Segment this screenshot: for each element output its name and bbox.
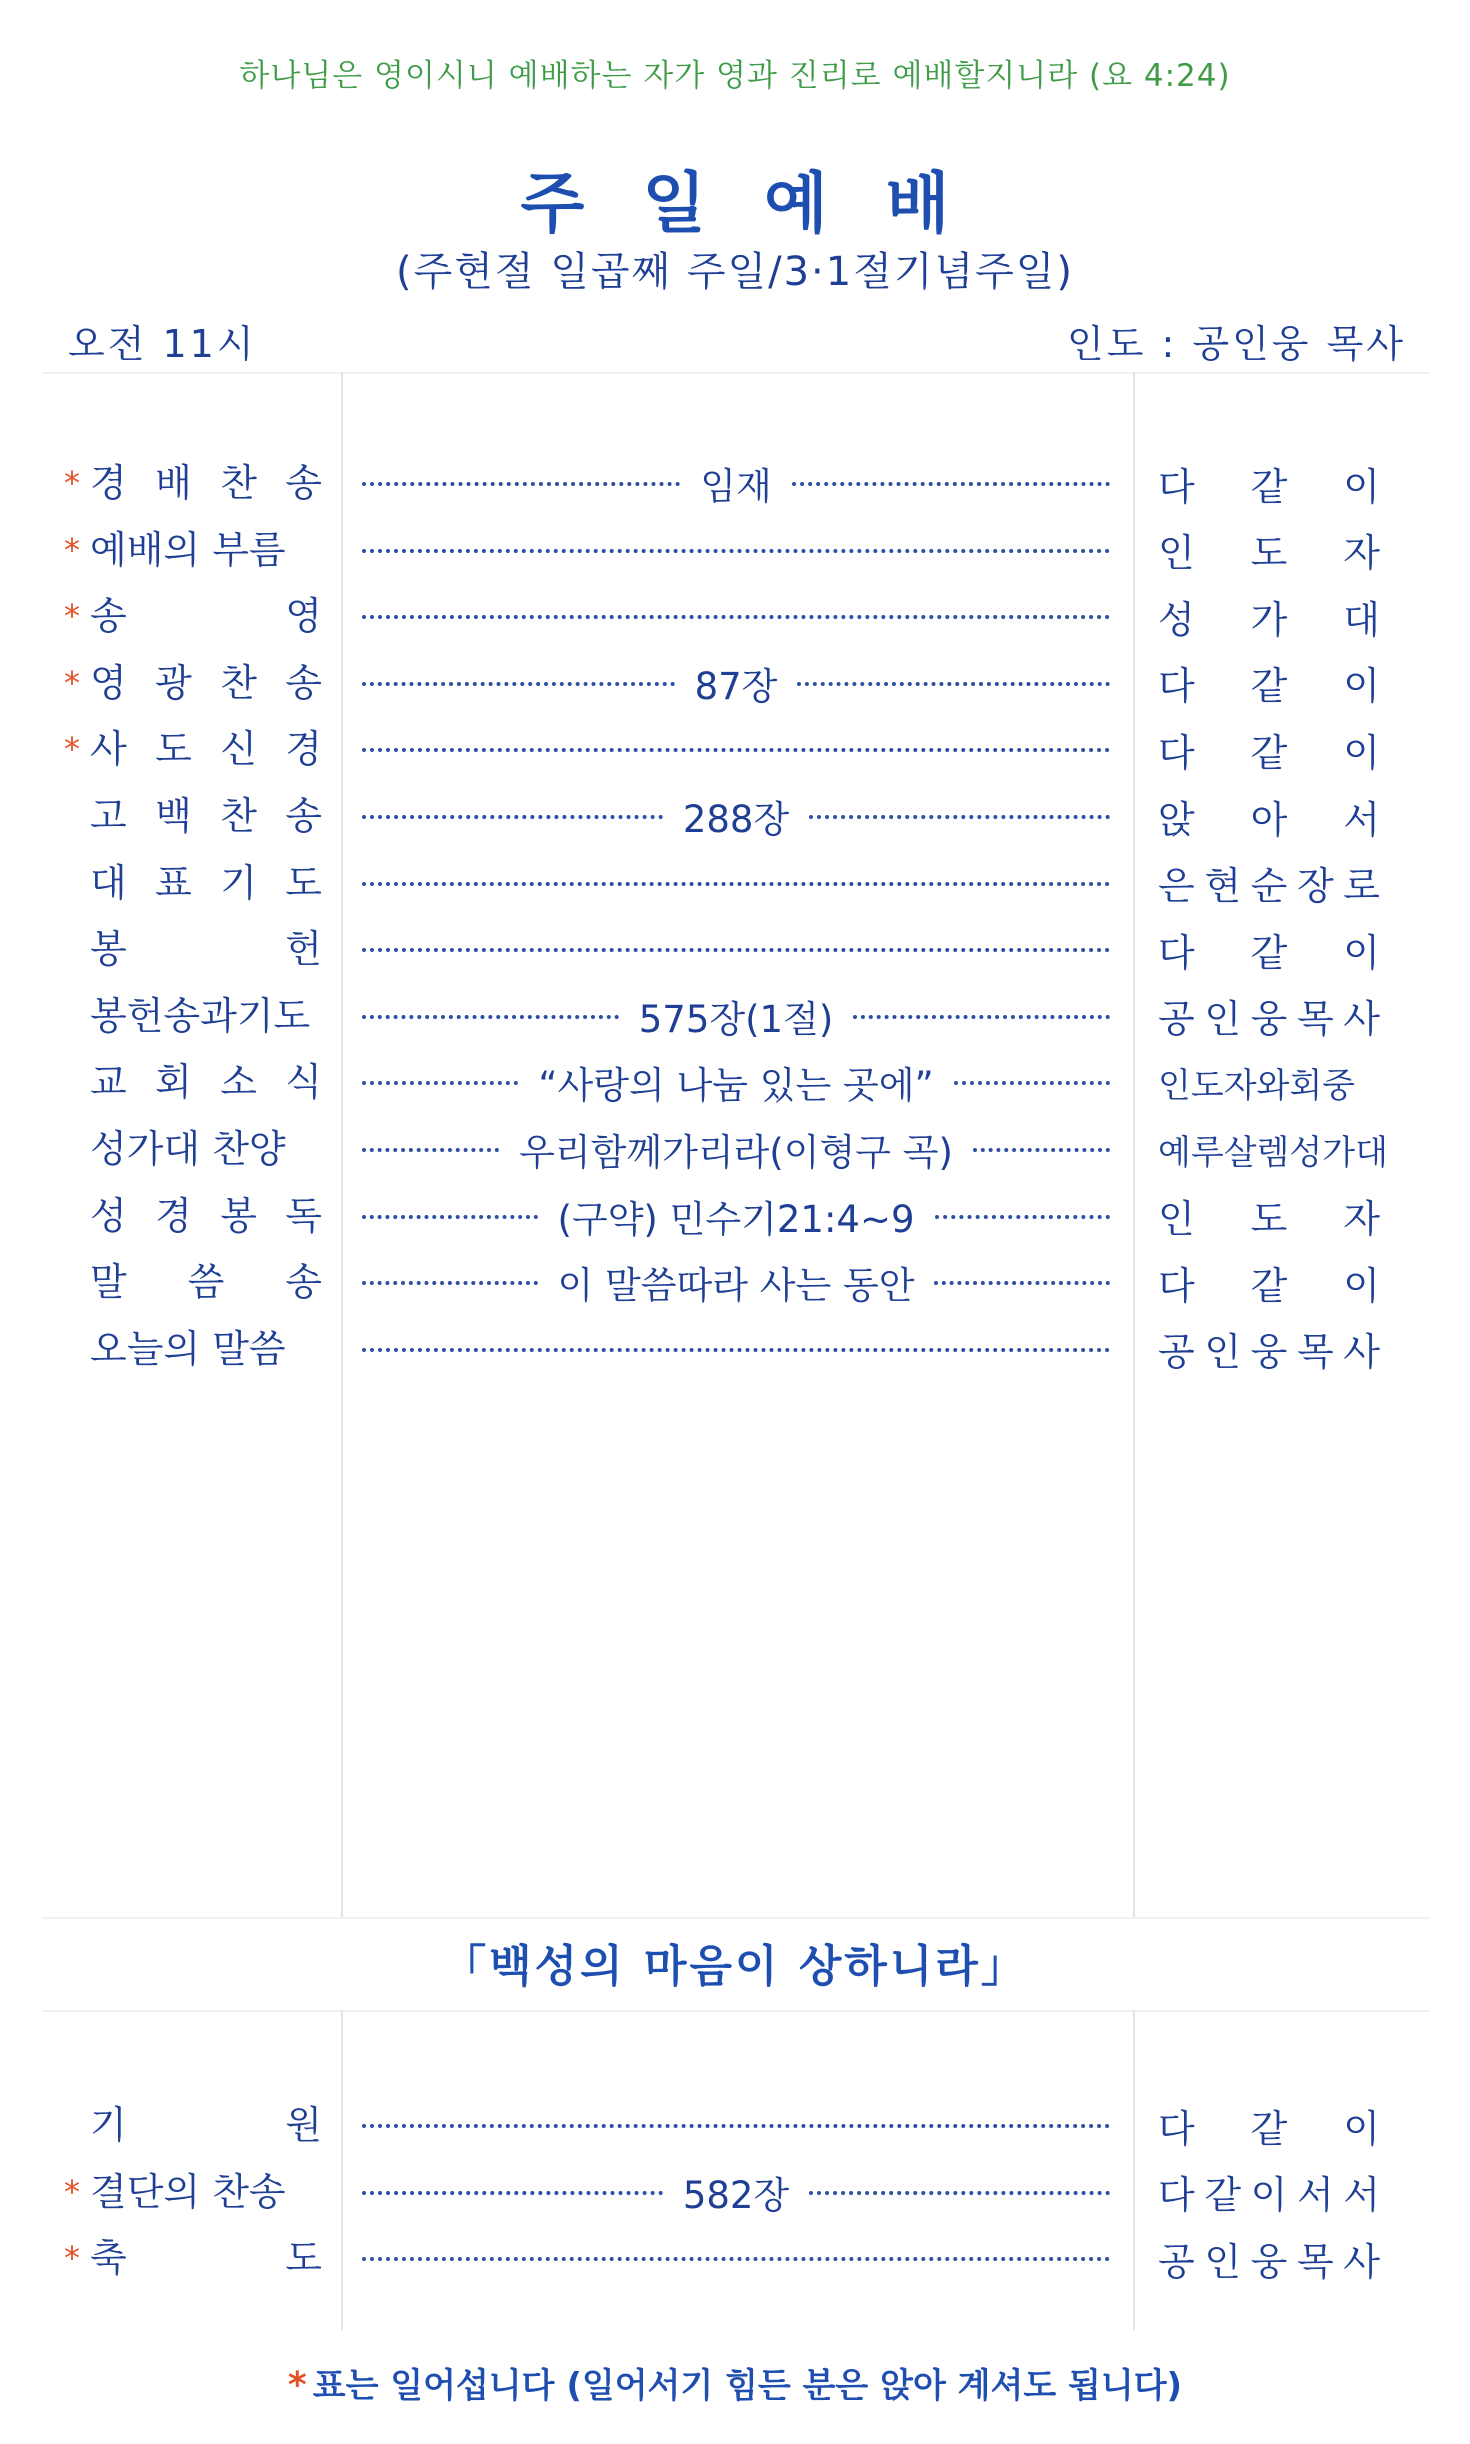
order-item-person: 다 같 이	[1158, 730, 1380, 775]
order-item-label-text: 오늘의 말씀	[90, 1326, 286, 1371]
order-item-content	[362, 1309, 1110, 1389]
dot-leader	[362, 748, 1110, 758]
stand-star-icon: *	[64, 730, 80, 769]
order-item-person: 인 도 자	[1158, 531, 1380, 576]
order-item-label	[64, 2218, 322, 2298]
order-item-label-text: 봉헌송과기도	[90, 993, 311, 1038]
dot-leader	[362, 482, 680, 492]
dot-leader	[362, 1015, 619, 1025]
dot-leader	[362, 1081, 518, 1091]
dot-leader	[973, 1148, 1110, 1158]
order-item-label-text: 영 광 찬 송	[90, 660, 322, 705]
order-item-label-text: 축 도	[90, 2236, 322, 2281]
order-item-content-text: 임재	[700, 465, 772, 508]
order-item-content-text: “사랑의 나눔 있는 곳에”	[538, 1064, 934, 1108]
order-item-person: 다 같 이	[1158, 930, 1380, 975]
sermon-divider-bottom	[42, 2010, 1430, 2012]
footnote-text: 표는 일어섭니다 (일어서기 힘든 분은 앉아 계셔도 됩니다)	[312, 2366, 1183, 2406]
stand-star-icon: *	[64, 464, 80, 502]
dot-leader	[362, 1281, 538, 1291]
order-item-content-text: 이 말씀따라 사는 동안	[557, 1264, 915, 1308]
order-item-person: 인도자와회중	[1158, 1065, 1356, 1106]
order-item-label-text: 성가대 찬양	[90, 1127, 286, 1171]
order-item-person: 인 도 자	[1158, 1197, 1380, 1242]
dot-leader	[792, 482, 1110, 492]
order-item-person: 다 같 이	[1158, 1263, 1380, 1308]
order-item-content-text: 575장(1절)	[638, 997, 834, 1041]
dot-leader	[797, 682, 1110, 692]
order-item-person: 공 인 웅 목 사	[1158, 1330, 1380, 1375]
dot-leader	[809, 815, 1110, 825]
order-item-label-text: 경 배 찬 송	[90, 461, 322, 505]
dot-leader	[362, 549, 1110, 559]
dot-leader	[935, 1215, 1111, 1225]
service-leader: 인도 : 공인웅 목사	[1067, 322, 1406, 366]
dot-leader	[362, 2124, 1110, 2134]
order-item-label-text: 결단의 찬송	[90, 2169, 286, 2214]
page-subtitle: (주현절 일곱째 주일/3·1절기념주일)	[395, 249, 1075, 295]
order-item-person: 예루살렘성가대	[1158, 1132, 1388, 1173]
order-item-label-text: 사 도 신 경	[90, 727, 322, 772]
dot-leader	[362, 948, 1110, 958]
verse-header: 하나님은 영이시니 예배하는 자가 영과 진리로 예배할지니라 (요 4:24)	[239, 58, 1231, 94]
stand-star-icon: *	[64, 597, 80, 636]
dot-leader	[362, 882, 1110, 892]
order-item-content-text: 우리함께가리라(이형구 곡)	[519, 1131, 953, 1174]
order-item-content	[362, 2218, 1110, 2298]
order-item-person: 공 인 웅 목 사	[1158, 2239, 1380, 2284]
dot-leader	[853, 1015, 1110, 1025]
dot-leader	[362, 682, 675, 692]
dot-leader	[362, 2257, 1110, 2267]
order-item-content-text: 288장	[682, 798, 790, 841]
order-item	[0, 2218, 1470, 2298]
order-item-label-text: 송 영	[90, 594, 322, 639]
page-title: 주일예배	[520, 165, 1008, 242]
dot-leader	[954, 1081, 1110, 1091]
stand-star-icon: *	[64, 663, 80, 702]
dot-leader	[934, 1281, 1110, 1291]
order-item-person: 다 같 이	[1158, 464, 1380, 509]
order-item-content-text: 87장	[694, 664, 778, 708]
order-item-person: 은 현 순 장 로	[1158, 864, 1380, 909]
order-item-label-text: 교 회 소 식	[90, 1060, 322, 1105]
dot-leader	[362, 1215, 538, 1225]
sermon-divider-top	[42, 1917, 1430, 1919]
order-item-person: 다 같 이 서 서	[1158, 2173, 1380, 2218]
dot-leader	[362, 615, 1110, 625]
order-item-content-text: (구약) 민수기21:4~9	[557, 1197, 915, 1241]
order-item-content-text: 582장	[682, 2173, 790, 2217]
order-item-person: 성 가 대	[1158, 597, 1380, 642]
service-time: 오전 11시	[68, 322, 257, 366]
stand-star-icon: *	[64, 2172, 80, 2211]
order-item-label-text: 고 백 찬 송	[90, 794, 322, 838]
sermon-title: 「백성의 마음이 상하니라」	[442, 1941, 1028, 1992]
stand-star-icon: *	[64, 530, 80, 569]
order-item-label	[64, 1309, 322, 1389]
star-icon: *	[287, 2365, 307, 2406]
order-item	[0, 1309, 1470, 1389]
dot-leader	[362, 2191, 663, 2201]
order-item-person: 앉 아 서	[1158, 797, 1380, 842]
header-divider	[42, 372, 1430, 374]
order-item-label-text: 봉 헌	[90, 927, 322, 972]
standing-footnote	[0, 2358, 1470, 2407]
order-item-person: 공 인 웅 목 사	[1158, 997, 1380, 1042]
order-item-person: 다 같 이	[1158, 2106, 1380, 2151]
order-item-label-text: 말 씀 송	[90, 1260, 322, 1305]
order-item-label-text: 성 경 봉 독	[90, 1193, 322, 1238]
order-item-label-text: 예배의 부름	[90, 527, 286, 572]
dot-leader	[362, 815, 663, 825]
order-item-label-text: 기 원	[90, 2103, 322, 2147]
order-item-person: 다 같 이	[1158, 664, 1380, 709]
dot-leader	[362, 1148, 499, 1158]
stand-star-icon: *	[64, 2239, 80, 2278]
dot-leader	[809, 2191, 1110, 2201]
dot-leader	[362, 1348, 1110, 1358]
order-item-label-text: 대 표 기 도	[90, 860, 322, 905]
